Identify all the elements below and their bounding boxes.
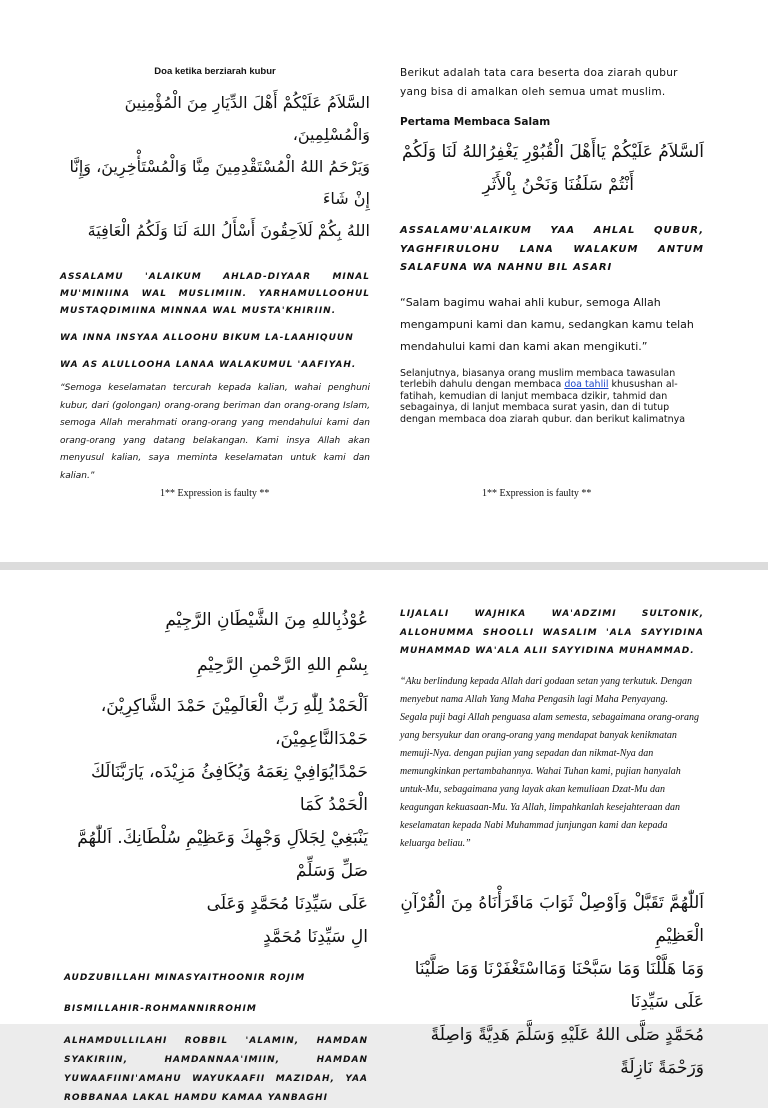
transliteration-2: BISMILLAHIR-ROHMANNIRROHIM (64, 1004, 257, 1014)
page1-left-column (60, 66, 370, 485)
page2-right-column (400, 605, 704, 1085)
translation-paragraph: “Semoga keselamatan tercurah kepada kalian, wahai penghuni kubur, dari (golongan) orang-orang beriman dan orang-orang Islam, semoga Allah merahmati orang-orang yang mendahului kami dan orang-orang yang datang belakangan. Kami insya Allah akan menyusul kalian, saya meminta keselamatan untuk kami dan kalian.” (60, 383, 370, 481)
footer-field-error: 1** Expression is faulty ** (482, 488, 592, 499)
intro-paragraph: Berikut adalah tata cara beserta doa ziarah qubur yang bisa di amalkan oleh semua umat muslim. (400, 67, 678, 98)
arabic-line: أَنْتُمْ سَلَفُنَا وَنَحْنُ بِاْلأَثَرِ (482, 175, 634, 195)
tawasul-paragraph (400, 368, 704, 426)
arabic-line: حَمْدًايُوَافِيْ نِعَمَهُ وَيُكَافِئُ مَزِيْدَه، يَارَبَّنَالَكَ الْحَمْدُ كَمَا (90, 762, 368, 815)
translation-paragraph-1: “Aku berlindung kepada Allah dari godaan setan yang terkutuk. Dengan menyebut nama Allah Yang Maha Pengasih lagi Maha Penyayang. (400, 675, 692, 705)
transliteration-1: AUDZUBILLAHI MINASYAITHOONIR ROJIM (64, 973, 306, 983)
page-separator (0, 562, 768, 570)
doa-tahlil-link[interactable]: doa tahlil (564, 379, 609, 390)
arabic-line: يَنْبَغِيْ لِجَلاَلِ وَجْهِكَ وَعَظِيْمِ سُلْطَانِكَ. اَللّٰهُمَّ صَلِّ وَسَلِّمْ (77, 828, 368, 881)
paragraph-text: Selanjutnya, biasanya orang muslim membaca tawasulan terlebih dahulu dengan membaca (400, 367, 676, 390)
transliteration-1: ASSALAMU 'ALAIKUM AHLAD-DIYAAR MINAL MU'MINIINA WAL MUSLIMIIN. YARHAMULLOOHUL MUSTAQDIMIINA MINNAA WAL MUSTA'KHIRIIN. (60, 272, 370, 316)
transliteration-3: WA AS ALULLOOHA LANAA WALAKUMUL 'AAFIYAH. (60, 360, 357, 370)
translation-quote: “Salam bagimu wahai ahli kubur, semoga Allah mengampuni kami dan kamu, sedangkan kamu telah mendahului kami dan kami akan mengikuti.” (400, 295, 694, 353)
arabic-line: اللهُ بِكُمْ لَلاَحِقُونَ أَسْأَلُ اللهَ لَنَا وَلَكُمُ الْعَافِيَةَ (87, 221, 370, 240)
transliteration-2: WA INNA INSYAA ALLOOHU BIKUM LA-LAAHIQUUN (60, 333, 354, 343)
arabic-line: اَللّٰهُمَّ تَقَبَّلْ وَاَوْصِلْ ثَوَابَ مَاقَرَأْنَاهُ مِنَ الْقُرْآنِ الْعَظِيْمِ (400, 892, 704, 946)
transliteration: LIJALALI WAJHIKA WA'ADZIMI SULTONIK, ALLOHUMMA SHOOLLI WASALIM 'ALA SAYYIDINA MUHAMMAD WA'ALA ALII SAYYIDINA MUHAMMAD. (400, 609, 704, 656)
transliteration: ASSALAMU'ALAIKUM YAA AHLAL QUBUR, YAGHFIRULOHU LANA WALAKUM ANTUM SALAFUNA WA NAHNU BIL ASARI (400, 225, 704, 273)
translation-paragraph-2: Segala puji bagi Allah penguasa alam semesta, sebagaimana orang-orang yang bersyukur dan orang-orang yang mendapat banyak kenikmatan memuji-Nya. dengan pujian yang sepadan dan nikmat-Nya dan memungkinkan pertambahannya. Wahai Tuhan kami, pujian hanyalah untuk-Mu, sebagaimana yang layak akan kemuliaan Dzat-Mu dan keagungan kekuasaan-Mu. Ya Allah, limpahkanlah kesejahteraan dan keselamatan kepada Nabi Muhammad junjungan kami dan kepada keluarga beliau.” (400, 711, 699, 849)
paragraph-text: khusushan al-fatihah, kemudian di lanjut membaca dzikir, tahmid dan sebagainya, di lanjut membaca surat yasin, dan di tutup dengan membaca doa ziarah qubur. dan berikut kalimatnya (400, 379, 686, 425)
page1-right-column (400, 64, 704, 425)
doa-heading: Doa ketika berziarah kubur (154, 66, 276, 77)
page2-left-column (64, 580, 368, 1108)
arabic-line: اَلْحَمْدُ لِلّٰهِ رَبِّ الْعَالَمِيْنَ حَمْدَ الشَّاكِرِيْنَ، حَمْدَالنَّاعِمِيْنَ، (100, 696, 368, 749)
arabic-line: وَمَا هَلَّلْنَا وَمَا سَبَّحْنَا وَمَااسْتَغْفَرْنَا وَمَا صَلَّيْنَا عَلَى سَيِّدِنَا (414, 958, 704, 1012)
arabic-basmalah: بِسْمِ اللهِ الرَّحْمنِ الرَّحِيْمِ (197, 655, 368, 675)
arabic-taawudz: عُوْذُبِاللهِ مِنَ الشَّيْطَانِ الرَّجِيْمِ (165, 610, 368, 630)
arabic-line: وَيَرْحَمُ اللهُ الْمُسْتَقْدِمِينَ مِنَّا وَالْمُسْتَأْخِرِينَ، وَإِنَّا إِنْ شَاءَ (69, 157, 370, 208)
section-title: Pertama Membaca Salam (400, 116, 551, 128)
arabic-line: عَلَى سَيِّدِنَا مُحَمَّدٍ وَعَلَى (206, 894, 368, 914)
footer-field-error: 1** Expression is faulty ** (160, 488, 270, 499)
arabic-line: الِ سَيِّدِنَا مُحَمَّدٍ (263, 927, 368, 947)
arabic-line: اَلسَّلاَمُ عَلَيْكُمْ يَاأَهْلَ الْقُبُوْرِ يَغْفِرُاللهُ لَنَا وَلَكُمْ (402, 142, 704, 162)
arabic-line: مُحَمَّدٍ صَلَّى اللهُ عَلَيْهِ وَسَلَّمَ هَدِيَّةً وَاصِلَةً وَرَحْمَةً نَازِلَةً (430, 1024, 704, 1078)
arabic-line: السَّلاَمُ عَلَيْكُمْ أَهْلَ الدِّيَارِ مِنَ الْمُؤْمِنِينَ وَالْمُسْلِمِينَ، (124, 93, 370, 144)
document-page-2 (0, 570, 768, 1103)
transliteration-3: ALHAMDULLILAHI ROBBIL 'ALAMIN, HAMDAN SYAKIRIIN, HAMDANNAA'IMIIN, HAMDAN YUWAAFIINI'AMAHU WAYUKAAFII MAZIDAH, YAA ROBBANAA LAKAL HAMDU KAMAA YANBAGHI (64, 1036, 368, 1103)
